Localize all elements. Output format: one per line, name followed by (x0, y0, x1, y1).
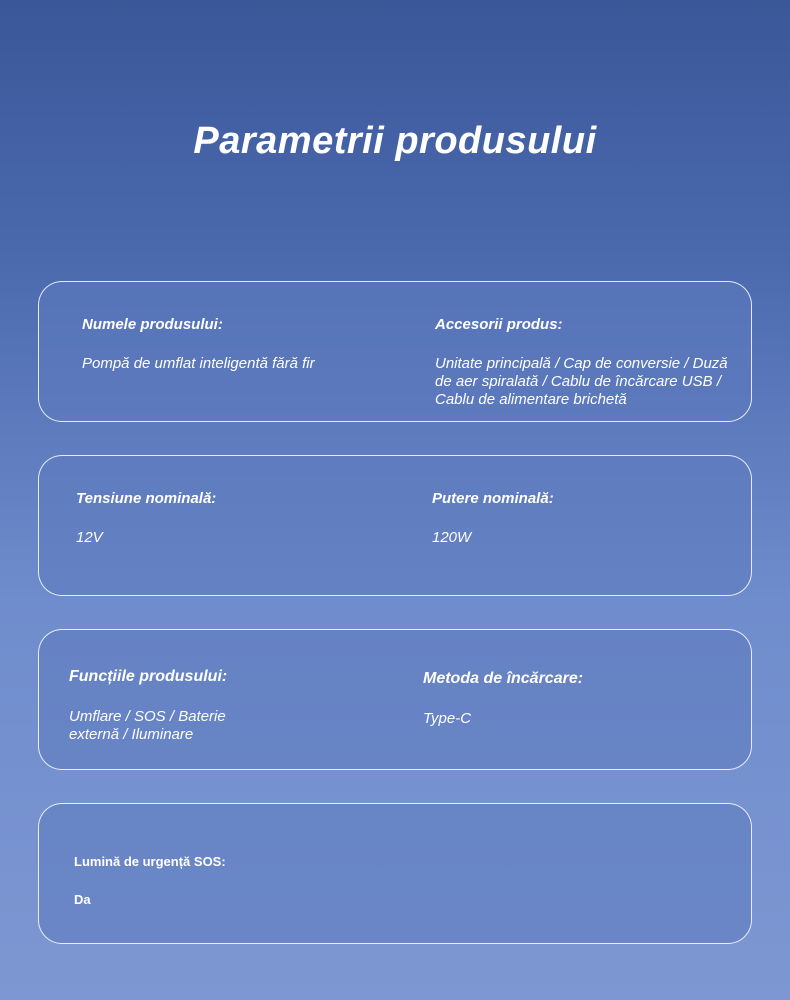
label: Funcțiile produsului: (69, 668, 228, 685)
card-functions-charging (38, 629, 752, 770)
field-power (432, 490, 732, 547)
value: 120W (432, 529, 472, 546)
label: Tensiune nominală: (76, 490, 217, 507)
value: Type-C (423, 710, 472, 727)
card-product-name (38, 281, 752, 422)
field-voltage (76, 490, 376, 547)
field-product-name (82, 316, 382, 373)
field-charging-method (423, 670, 723, 728)
value: Umflare / SOS / Baterie externă / Iluminare (69, 708, 226, 743)
page-title: Parametrii produsului (193, 120, 597, 162)
label: Metoda de încărcare: (423, 670, 584, 687)
card-sos-light (38, 803, 752, 944)
value: Da (74, 892, 91, 907)
label: Accesorii produs: (435, 316, 563, 333)
field-accessories (435, 316, 745, 409)
card-voltage-power (38, 455, 752, 596)
field-sos-light (74, 854, 374, 909)
field-functions (69, 668, 269, 744)
value: Unitate principală / Cap de conversie / Duză de aer spiralată / Cablu de încărcare USB / Cablu de alimentare brichetă (435, 355, 728, 408)
value: 12V (76, 529, 103, 546)
label: Lumină de urgență SOS: (74, 854, 226, 869)
value: Pompă de umflat inteligentă fără fir (82, 355, 315, 372)
label: Numele produsului: (82, 316, 223, 333)
label: Putere nominală: (432, 490, 554, 507)
